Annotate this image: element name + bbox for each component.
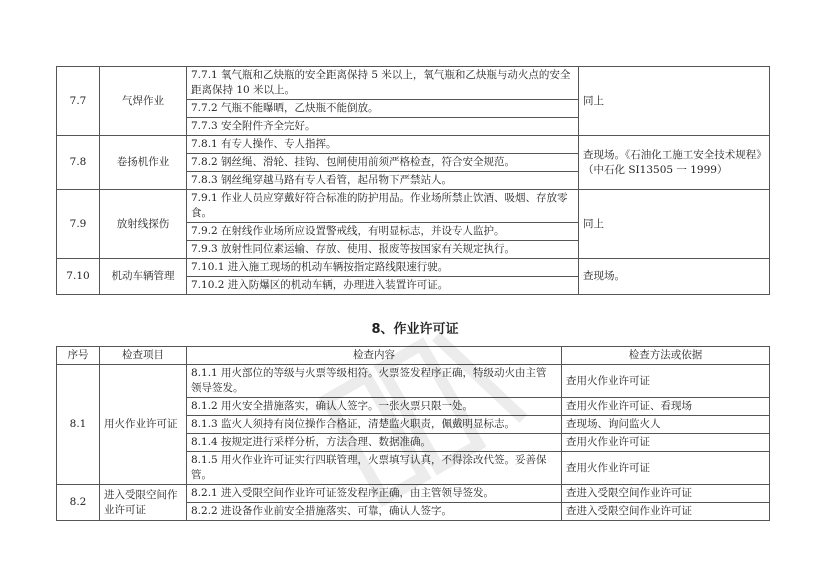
check-method: 查现场、询问监火人 xyxy=(562,416,770,434)
check-content: 7.9.1 作业人员应穿戴好符合标准的防护用品。作业场所禁止饮酒、吸烟、存放零食。 xyxy=(187,190,579,223)
check-method: 查现场。 xyxy=(579,259,770,295)
check-item: 机动车辆管理 xyxy=(100,259,187,295)
row-number: 7.7 xyxy=(57,67,100,136)
header-item: 检查项目 xyxy=(100,347,187,365)
check-method: 查进入受限空间作业许可证 xyxy=(562,485,770,503)
check-content: 7.8.1 有专人操作、专人指挥。 xyxy=(187,136,579,154)
check-content: 8.1.4 按规定进行采样分析，方法合理、数据准确。 xyxy=(187,434,562,452)
check-content: 8.2.2 进设备作业前安全措施落实、可靠，确认人签字。 xyxy=(187,503,562,521)
check-method: 同上 xyxy=(579,190,770,259)
table-row xyxy=(57,485,770,503)
check-content: 7.10.1 进入施工现场的机动车辆按指定路线限速行驶。 xyxy=(187,259,579,277)
check-item: 卷扬机作业 xyxy=(100,136,187,190)
table-row xyxy=(57,67,770,100)
row-number: 8.1 xyxy=(57,365,100,485)
section-title: 8、作业许可证 xyxy=(371,322,459,337)
row-number: 7.10 xyxy=(57,259,100,295)
table-row xyxy=(57,190,770,223)
check-content: 8.1.2 用火安全措施落实，确认人签字。一张火票只限一处。 xyxy=(187,398,562,416)
row-number: 7.8 xyxy=(57,136,100,190)
check-content: 7.7.2 气瓶不能曝晒，乙炔瓶不能倒放。 xyxy=(187,100,579,118)
check-item: 气焊作业 xyxy=(100,67,187,136)
check-content: 8.2.1 进入受限空间作业许可证签发程序正确，由主管领导签发。 xyxy=(187,485,562,503)
check-content: 8.1.3 监火人须持有岗位操作合格证，清楚监火职责，佩戴明显标志。 xyxy=(187,416,562,434)
header-method: 检查方法或依据 xyxy=(562,347,770,365)
check-method: 查用火作业许可证 xyxy=(562,434,770,452)
check-method: 查用火作业许可证 xyxy=(562,452,770,485)
check-content: 8.1.1 用火部位的等级与火票等级相符。火票签发程序正确，特级动火由主管领导签发。 xyxy=(187,365,562,398)
header-no: 序号 xyxy=(57,347,100,365)
check-method: 查现场。《石油化工施工安全技术规程》（中石化 SI13505 一 1999） xyxy=(579,136,770,190)
check-content: 7.9.2 在射线作业场所应设置警戒线，有明显标志，并设专人监护。 xyxy=(187,223,579,241)
check-item: 放射线探伤 xyxy=(100,190,187,259)
check-content: 7.9.3 放射性同位素运输、存放、使用、报废等按国家有关规定执行。 xyxy=(187,241,579,259)
check-content: 8.1.5 用火作业许可证实行四联管理，火票填写认真，不得涂改代签。妥善保管。 xyxy=(187,452,562,485)
check-content: 7.8.2 钢丝绳、滑轮、挂钩、包闸使用前须严格检查，符合安全规范。 xyxy=(187,154,579,172)
check-method: 查进入受限空间作业许可证 xyxy=(562,503,770,521)
table-row xyxy=(57,365,770,398)
safety-check-table-7 xyxy=(56,66,770,295)
check-item: 进入受限空间作业许可证 xyxy=(100,485,187,521)
check-method: 同上 xyxy=(579,67,770,136)
check-method: 查用火作业许可证、看现场 xyxy=(562,398,770,416)
table-row xyxy=(57,259,770,277)
work-permit-table xyxy=(56,346,770,521)
table-row xyxy=(57,136,770,154)
header-content: 检查内容 xyxy=(187,347,562,365)
check-content: 7.8.3 钢丝绳穿越马路有专人看管，起吊物下严禁站人。 xyxy=(187,172,579,190)
row-number: 8.2 xyxy=(57,485,100,521)
check-method: 查用火作业许可证 xyxy=(562,365,770,398)
row-number: 7.9 xyxy=(57,190,100,259)
table-header-row xyxy=(57,347,770,365)
check-content: 7.7.3 安全附件齐全完好。 xyxy=(187,118,579,136)
check-content: 7.7.1 氧气瓶和乙炔瓶的安全距离保持 5 米以上，氧气瓶和乙炔瓶与动火点的安全距离保持 10 米以上。 xyxy=(187,67,579,100)
check-content: 7.10.2 进入防爆区的机动车辆，办理进入装置许可证。 xyxy=(187,277,579,295)
check-item: 用火作业许可证 xyxy=(100,365,187,485)
